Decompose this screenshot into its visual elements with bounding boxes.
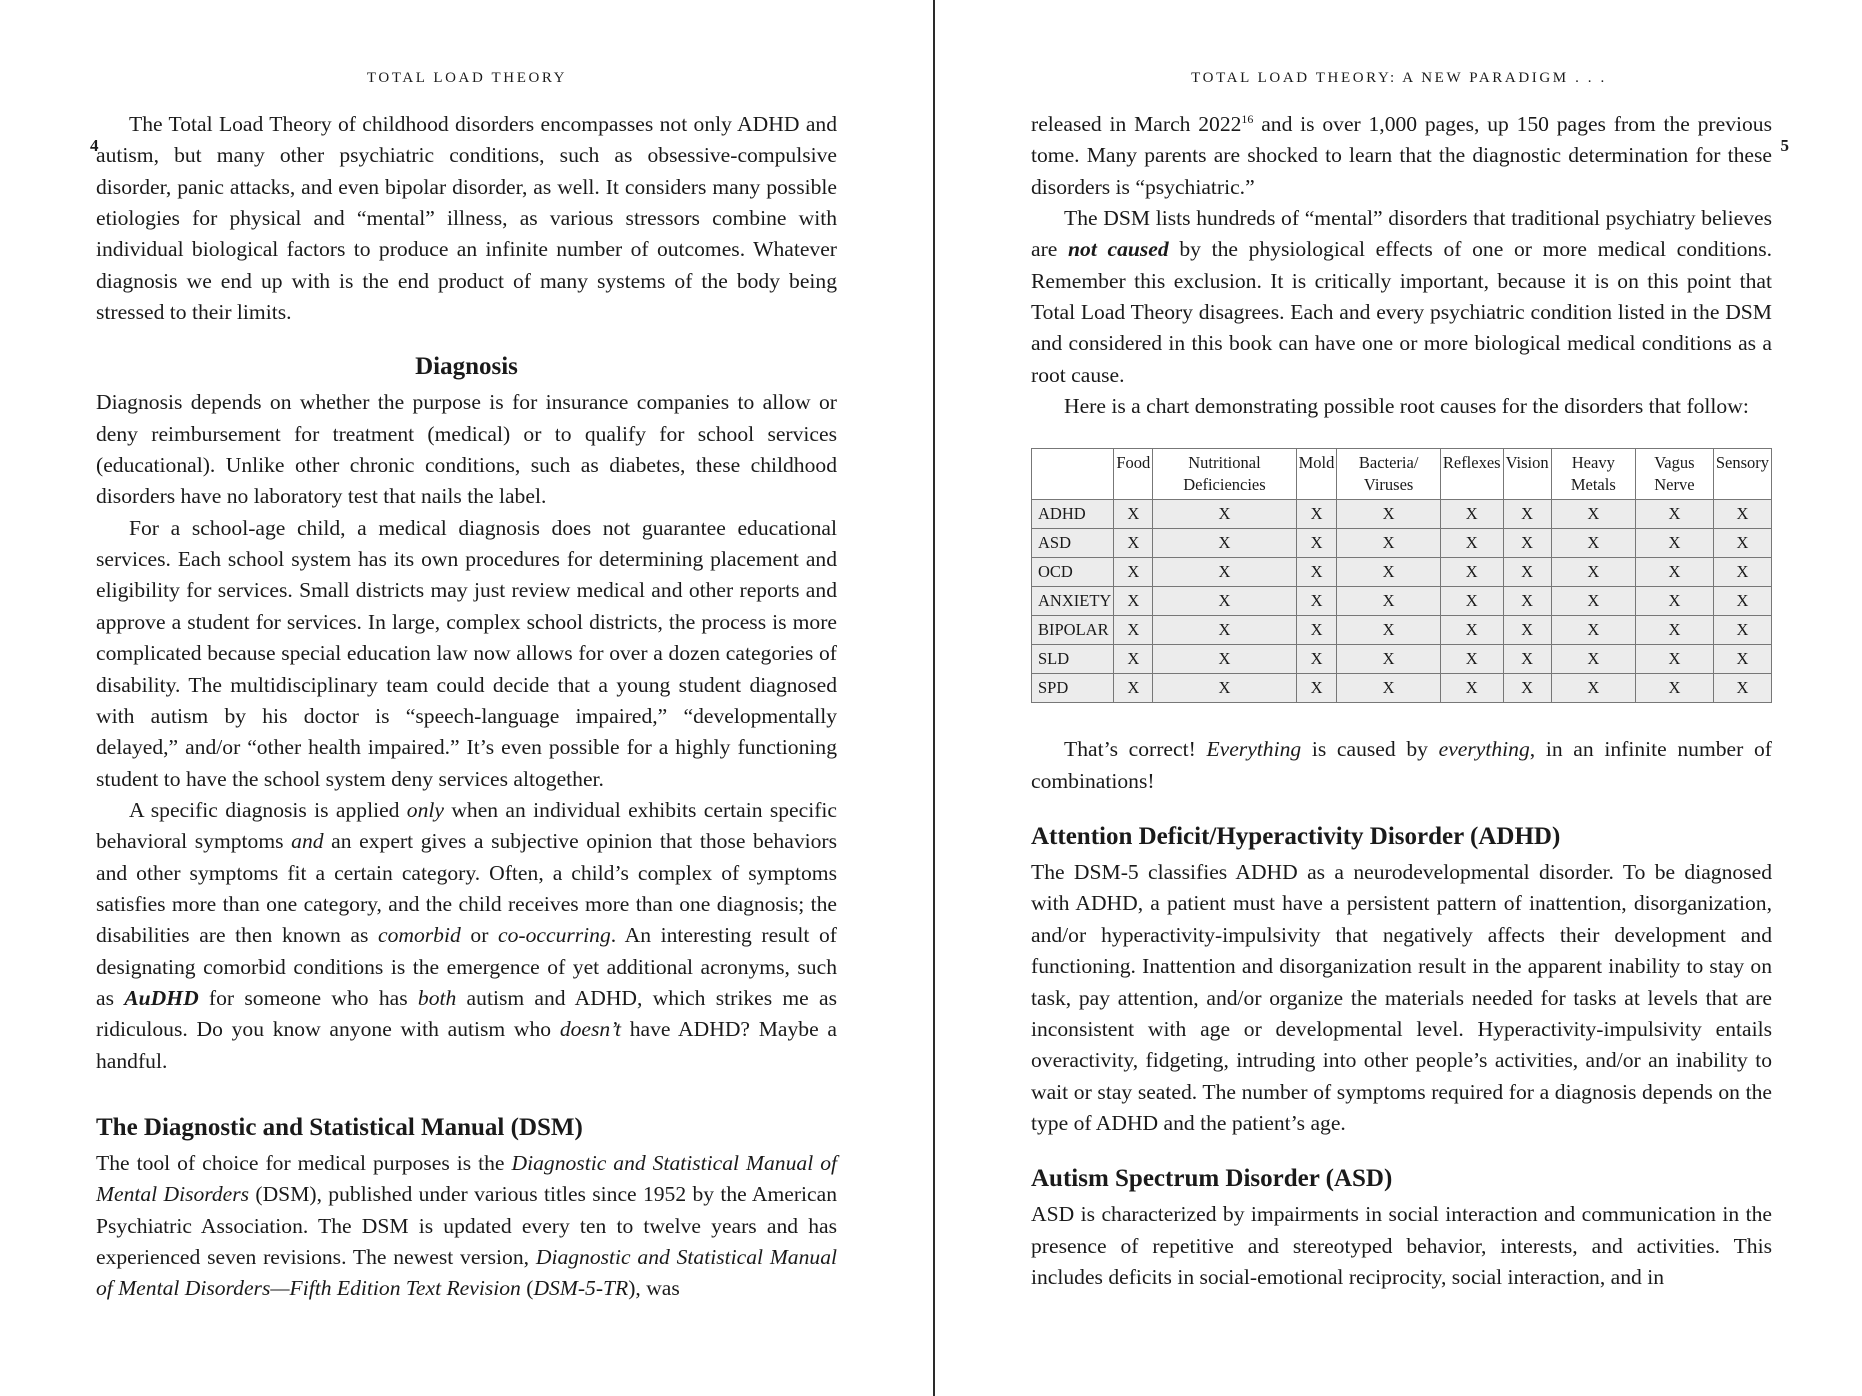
table-cell: X bbox=[1551, 558, 1635, 587]
table-cell: X bbox=[1296, 558, 1337, 587]
table-cell: X bbox=[1153, 500, 1296, 529]
table-cell: X bbox=[1551, 645, 1635, 674]
left-text-column bbox=[96, 109, 837, 1305]
table-cell: X bbox=[1440, 500, 1503, 529]
root-causes-table bbox=[1031, 448, 1772, 703]
table-cell: X bbox=[1440, 645, 1503, 674]
right-text-column bbox=[1031, 109, 1772, 1293]
table-cell: X bbox=[1713, 529, 1771, 558]
table-cell: X bbox=[1636, 558, 1714, 587]
table-cell: X bbox=[1713, 500, 1771, 529]
table-cell: X bbox=[1296, 529, 1337, 558]
table-cell: X bbox=[1503, 558, 1551, 587]
table-cell: X bbox=[1296, 587, 1337, 616]
table-cell: X bbox=[1114, 645, 1153, 674]
table-cell: X bbox=[1636, 587, 1714, 616]
table-cell: X bbox=[1440, 674, 1503, 703]
table-cell: X bbox=[1296, 645, 1337, 674]
table-cell: X bbox=[1551, 616, 1635, 645]
paragraph-dsm-release: released in March 2022$^{16}$ and is over 1,000 pages, up 150 pages from the previous tome. Many parents are shocked to learn that the diagnostic determination for these disorders is “psychiatric.” bbox=[1031, 111, 1772, 199]
table-cell: X bbox=[1337, 500, 1440, 529]
table-cell: X bbox=[1337, 587, 1440, 616]
table-cell: X bbox=[1713, 616, 1771, 645]
table-column-header: Bacteria/ Viruses bbox=[1337, 449, 1440, 500]
paragraph-specific-diagnosis: A specific diagnosis is applied only when an individual exhibits certain specific behavioral symptoms and an expert gives a subjective opinion that those behaviors and other symptoms fit a certain category. Often, a child’s complex of symptoms satisfies more than one category, and the child receives more than one diagnosis; the disabilities are then known as comorbid or co-occurring. An interesting result of designating comorbid conditions is the emergence of yet additional acronyms, such as AuDHD for someone who has both autism and ADHD, which strikes me as ridiculous. Do you know anyone with autism who doesn’t have ADHD? Maybe a handful. bbox=[96, 797, 838, 1073]
table-cell: X bbox=[1636, 500, 1714, 529]
paragraph-everything-caused: That’s correct! Everything is caused by everything, in an infinite number of combinations! bbox=[1031, 737, 1772, 793]
table-row bbox=[1032, 558, 1772, 587]
table-header-row bbox=[1032, 449, 1772, 500]
table-cell: X bbox=[1153, 587, 1296, 616]
table-cell: X bbox=[1153, 558, 1296, 587]
table-column-header: Heavy Metals bbox=[1551, 449, 1635, 500]
paragraph-chart-intro: Here is a chart demonstrating possible root causes for the disorders that follow: bbox=[1064, 394, 1749, 419]
table-cell: X bbox=[1503, 587, 1551, 616]
table-cell: X bbox=[1636, 616, 1714, 645]
table-cell: X bbox=[1296, 500, 1337, 529]
table-row-label: ANXIETY bbox=[1032, 587, 1114, 616]
table-column-header: Food bbox=[1114, 449, 1153, 500]
table-column-header: Sensory bbox=[1713, 449, 1771, 500]
table-column-header: Reflexes bbox=[1440, 449, 1503, 500]
heading-adhd: Attention Deficit/Hyperactivity Disorder (ADHD) bbox=[1031, 823, 1561, 851]
paragraph-dsm-mental-disorders: The DSM lists hundreds of “mental” disorders that traditional psychiatry believes are not caused by the physiological effects of one or more medical conditions. Remember this exclusion. It is critically important, because it is on this point that Total Load Theory disagrees. Each and every psychiatric condition listed in the DSM and considered in this book can have one or more biological medical conditions as a root cause. bbox=[1031, 206, 1772, 387]
table-cell: X bbox=[1440, 616, 1503, 645]
table-column-header: Mold bbox=[1296, 449, 1337, 500]
table-row-label: SPD bbox=[1032, 674, 1114, 703]
right-page-number: 5 bbox=[1780, 136, 1789, 155]
table-cell: X bbox=[1337, 674, 1440, 703]
table-cell: X bbox=[1503, 529, 1551, 558]
table-column-header: Vision bbox=[1503, 449, 1551, 500]
table-cell: X bbox=[1296, 616, 1337, 645]
right-running-title: TOTAL LOAD THEORY: A NEW PARADIGM . . . bbox=[1191, 70, 1607, 86]
table-cell: X bbox=[1296, 674, 1337, 703]
table-corner-cell bbox=[1032, 449, 1114, 500]
paragraph-total-load-intro: The Total Load Theory of childhood disorders encompasses not only ADHD and autism, but many other psychiatric conditions, such as obsessive-compulsive disorder, panic attacks, and even bipolar disorder, as well. It considers many possible etiologies for physical and “mental” illness, as various stressors combine with individual biological factors to produce an infinite number of outcomes. Whatever diagnosis we end up with is the end product of many systems of the body being stressed to their limits. bbox=[96, 112, 837, 325]
table-row-label: SLD bbox=[1032, 645, 1114, 674]
paragraph-asd-definition: ASD is characterized by impairments in social interaction and communication in the presence of repetitive and stereotyped behavior, interests, and activities. This includes deficits in social-emotional reciprocity, social interaction, and in bbox=[1031, 1202, 1772, 1289]
table-body bbox=[1032, 500, 1772, 703]
table-row-label: OCD bbox=[1032, 558, 1114, 587]
table-cell: X bbox=[1551, 674, 1635, 703]
table-cell: X bbox=[1337, 558, 1440, 587]
table-row bbox=[1032, 529, 1772, 558]
paragraph-adhd-definition: The DSM-5 classifies ADHD as a neurodevelopmental disorder. To be diagnosed with ADHD, a patient must have a persistent pattern of inattention, disorganization, and/or hyperactivity-impulsivity that negatively affects their development and functioning. Inattention and disorganization result in the apparent inability to stay on task, pay attention, and/or organize the materials needed for tasks at levels that are inconsistent with age or developmental level. Hyperactivity-impulsivity entails overactivity, fidgeting, intruding into other people’s activities, and/or an inability to wait or stay seated. The number of symptoms required for a diagnosis depends on the type of ADHD and the patient’s age. bbox=[1031, 860, 1772, 1135]
table-cell: X bbox=[1636, 645, 1714, 674]
table-cell: X bbox=[1713, 674, 1771, 703]
table-cell: X bbox=[1551, 529, 1635, 558]
table-cell: X bbox=[1551, 587, 1635, 616]
paragraph-school-age-child: For a school-age child, a medical diagnosis does not guarantee educational services. Each school system has its own procedures for determining placement and eligibility for services. Small districts may just review medical and other reports and approve a student for services. In large, complex school districts, the process is more complicated because special education law now allows for over a dozen categories of disability. The multidisciplinary team could decide that a young student diagnosed with autism by his doctor is “speech-language impaired,” “developmentally delayed,” and/or “other health impaired.” It’s even possible for a highly functioning student to have the school system deny services altogether. bbox=[96, 515, 837, 791]
table-cell: X bbox=[1153, 529, 1296, 558]
table-cell: X bbox=[1114, 616, 1153, 645]
table-row bbox=[1032, 500, 1772, 529]
table-row-label: ASD bbox=[1032, 529, 1114, 558]
table-cell: X bbox=[1337, 616, 1440, 645]
table-cell: X bbox=[1440, 587, 1503, 616]
left-running-header bbox=[0, 68, 934, 155]
table-cell: X bbox=[1153, 616, 1296, 645]
table-cell: X bbox=[1713, 645, 1771, 674]
table-cell: X bbox=[1503, 674, 1551, 703]
table-cell: X bbox=[1713, 558, 1771, 587]
table-cell: X bbox=[1114, 558, 1153, 587]
table-cell: X bbox=[1636, 674, 1714, 703]
table-cell: X bbox=[1153, 645, 1296, 674]
left-page-number: 4 bbox=[90, 136, 99, 155]
table-cell: X bbox=[1114, 500, 1153, 529]
table-row bbox=[1032, 587, 1772, 616]
table-cell: X bbox=[1114, 529, 1153, 558]
table-row-label: ADHD bbox=[1032, 500, 1114, 529]
table-row bbox=[1032, 645, 1772, 674]
table-cell: X bbox=[1551, 500, 1635, 529]
table-row bbox=[1032, 616, 1772, 645]
table-cell: X bbox=[1114, 674, 1153, 703]
table-cell: X bbox=[1503, 500, 1551, 529]
heading-dsm: The Diagnostic and Statistical Manual (DSM) bbox=[96, 1113, 583, 1141]
table-cell: X bbox=[1713, 587, 1771, 616]
left-running-title: TOTAL LOAD THEORY bbox=[366, 70, 568, 86]
table-cell: X bbox=[1636, 529, 1714, 558]
table-column-header: Vagus Nerve bbox=[1636, 449, 1714, 500]
table-row bbox=[1032, 674, 1772, 703]
footnote-marker: 16 bbox=[1241, 111, 1254, 126]
table-cell: X bbox=[1114, 587, 1153, 616]
table-cell: X bbox=[1337, 529, 1440, 558]
right-page bbox=[936, 0, 1862, 1396]
table-cell: X bbox=[1153, 674, 1296, 703]
table-column-header: Nutritional Deficiencies bbox=[1153, 449, 1296, 500]
table-cell: X bbox=[1337, 645, 1440, 674]
table-cell: X bbox=[1503, 616, 1551, 645]
paragraph-dsm-tool: The tool of choice for medical purposes is the Diagnostic and Statistical Manual of Mental Disorders (DSM), published under various titles since 1952 by the American Psychiatric Association. The DSM is updated every ten to twelve years and has experienced seven revisions. The newest version, Diagnostic and Statistical Manual of Mental Disorders—Fifth Edition Text Revision (DSM-5-TR), was bbox=[96, 1150, 837, 1301]
table-cell: X bbox=[1440, 558, 1503, 587]
table-row-label: BIPOLAR bbox=[1032, 616, 1114, 645]
table-cell: X bbox=[1503, 645, 1551, 674]
heading-diagnosis: Diagnosis bbox=[415, 353, 518, 381]
heading-asd: Autism Spectrum Disorder (ASD) bbox=[1031, 1165, 1393, 1193]
table-cell: X bbox=[1440, 529, 1503, 558]
paragraph-diagnosis-purpose: Diagnosis depends on whether the purpose is for insurance companies to allow or deny reimbursement for treatment (medical) or to qualify for school services (educational). Unlike other chronic conditions, such as diabetes, these childhood disorders have no laboratory test that nails the label. bbox=[96, 390, 837, 509]
